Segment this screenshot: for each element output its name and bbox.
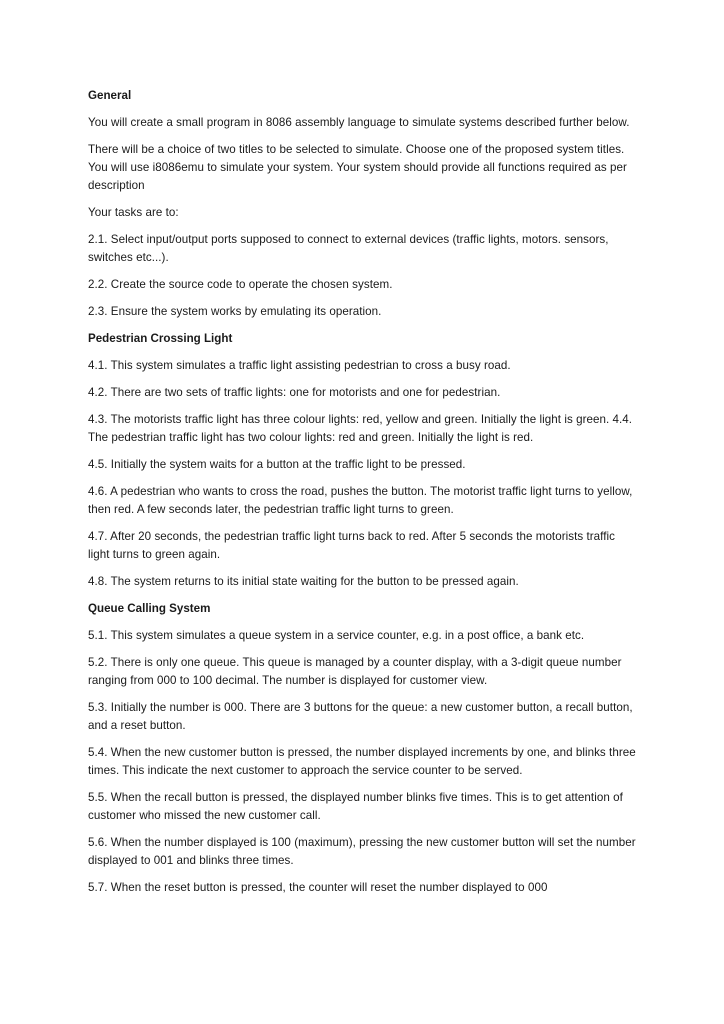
paragraph: 4.5. Initially the system waits for a button at the traffic light to be pressed. bbox=[88, 458, 466, 471]
section-heading-general: General bbox=[88, 89, 132, 102]
paragraph: 2.2. Create the source code to operate the chosen system. bbox=[88, 278, 393, 291]
paragraph: 4.6. A pedestrian who wants to cross the road, pushes the button. The motorist traffic light turns to yellow, then red. A few seconds later, the pedestrian traffic light turns to green. bbox=[88, 485, 633, 516]
paragraph: 4.2. There are two sets of traffic lights: one for motorists and one for pedestrian. bbox=[88, 386, 501, 399]
section-heading-queue-calling: Queue Calling System bbox=[88, 602, 211, 615]
document-page bbox=[88, 87, 636, 906]
paragraph: 4.3. The motorists traffic light has three colour lights: red, yellow and green. Initially the light is green. 4.4. The pedestrian traffic light has two colour lights: red and green. Initially the light is red. bbox=[88, 413, 633, 444]
paragraph: 5.4. When the new customer button is pressed, the number displayed increments by one, and blinks three times. This indicate the next customer to approach the service counter to be served. bbox=[88, 746, 636, 777]
paragraph: 5.7. When the reset button is pressed, the counter will reset the number displayed to 000 bbox=[88, 881, 548, 894]
paragraph: 4.7. After 20 seconds, the pedestrian traffic light turns back to red. After 5 seconds the motorists traffic light turns to green again. bbox=[88, 530, 615, 561]
paragraph: 2.1. Select input/output ports supposed to connect to external devices (traffic lights, motors. sensors, switches etc...). bbox=[88, 233, 609, 264]
section-heading-pedestrian-crossing: Pedestrian Crossing Light bbox=[88, 332, 233, 345]
paragraph: 5.6. When the number displayed is 100 (maximum), pressing the new customer button will set the number displayed to 001 and blinks three times. bbox=[88, 836, 636, 867]
paragraph: 5.5. When the recall button is pressed, the displayed number blinks five times. This is to get attention of customer who missed the new customer call. bbox=[88, 791, 623, 822]
paragraph: You will create a small program in 8086 assembly language to simulate systems described further below. bbox=[88, 116, 630, 129]
paragraph: 2.3. Ensure the system works by emulating its operation. bbox=[88, 305, 382, 318]
paragraph: 5.2. There is only one queue. This queue is managed by a counter display, with a 3-digit queue number ranging from 000 to 100 decimal. The number is displayed for customer view. bbox=[88, 656, 622, 687]
paragraph: Your tasks are to: bbox=[88, 206, 179, 219]
paragraph: 4.1. This system simulates a traffic light assisting pedestrian to cross a busy road. bbox=[88, 359, 511, 372]
paragraph: 5.3. Initially the number is 000. There are 3 buttons for the queue: a new customer button, a recall button, and a reset button. bbox=[88, 701, 633, 732]
paragraph: 5.1. This system simulates a queue system in a service counter, e.g. in a post office, a bank etc. bbox=[88, 629, 585, 642]
paragraph: There will be a choice of two titles to be selected to simulate. Choose one of the proposed system titles. You will use i8086emu to simulate your system. Your system should provide all functions required as per description bbox=[88, 143, 627, 192]
paragraph: 4.8. The system returns to its initial state waiting for the button to be pressed again. bbox=[88, 575, 519, 588]
